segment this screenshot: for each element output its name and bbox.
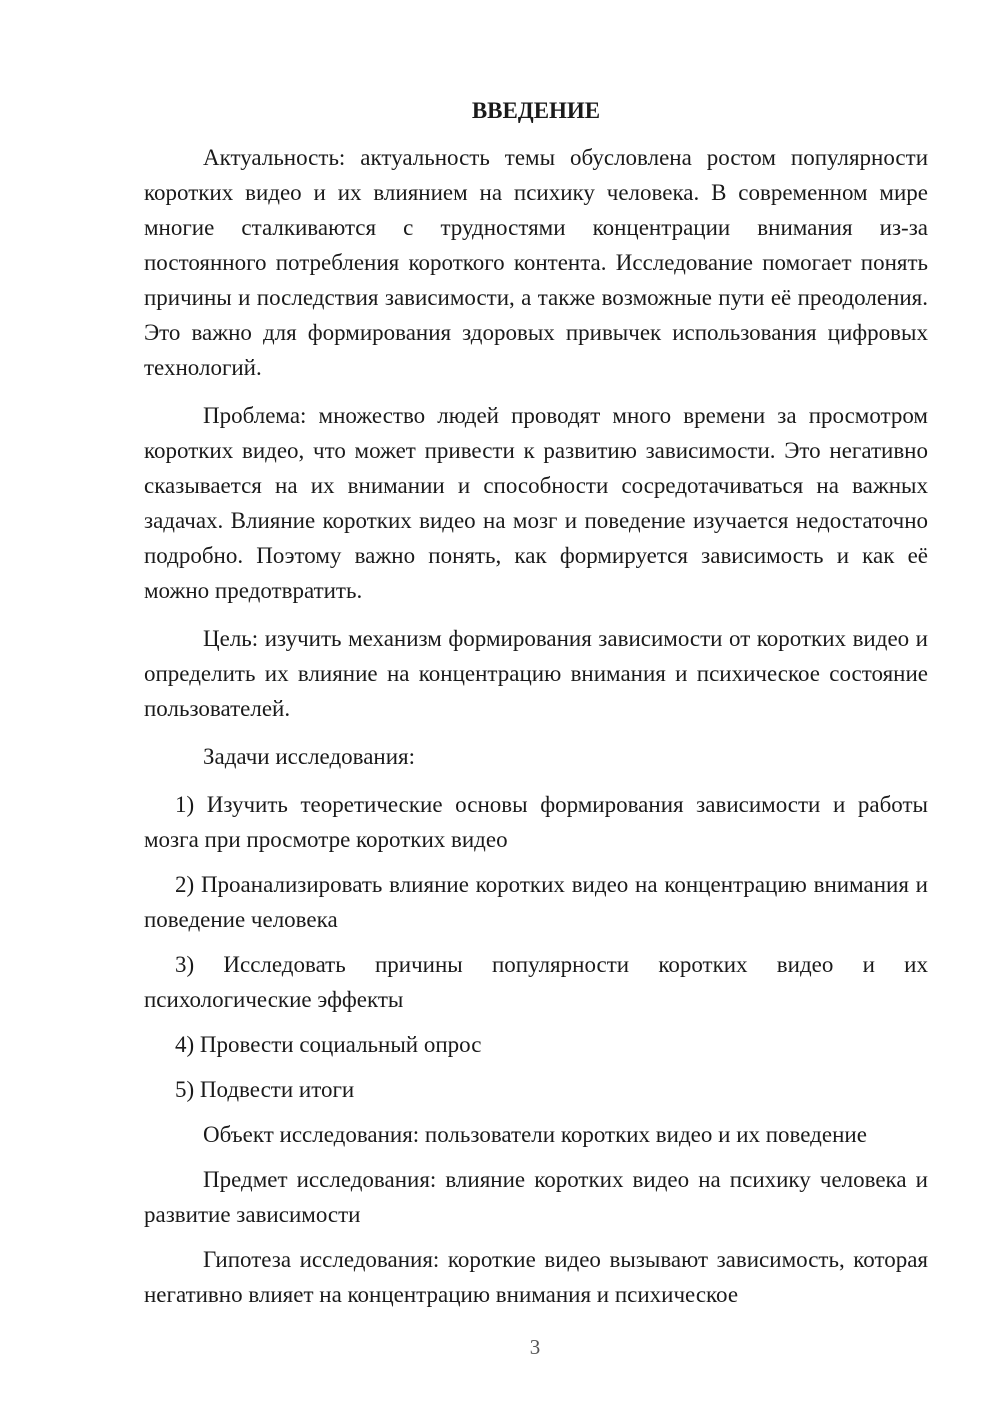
section-heading: ВВЕДЕНИЕ bbox=[471, 98, 601, 123]
hypothesis-paragraph: Гипотеза исследования: короткие видео вызывают зависимость, которая негативно влияет на концентрацию внимания и психическое bbox=[144, 1247, 928, 1307]
page-number: 3 bbox=[529, 1335, 541, 1359]
task-item-2: 2) Проанализировать влияние коротких видео на концентрацию внимания и поведение человека bbox=[144, 872, 928, 932]
text-column bbox=[144, 93, 928, 1312]
task-item-5: 5) Подвести итоги bbox=[175, 1077, 355, 1102]
research-object-paragraph: Объект исследования: пользователи коротких видео и их поведение bbox=[203, 1122, 867, 1147]
task-item-3: 3) Исследовать причины популярности коротких видео и их психологические эффекты bbox=[144, 952, 928, 1012]
tasks-heading: Задачи исследования: bbox=[203, 744, 416, 769]
research-subject-paragraph: Предмет исследования: влияние коротких видео на психику человека и развитие зависимости bbox=[144, 1167, 928, 1227]
relevance-paragraph: Актуальность: актуальность темы обусловлена ростом популярности коротких видео и их влиянием на психику человека. В современном мире многие сталкиваются с трудностями концентрации внимания из-за постоянного потребления короткого контента. Исследование помогает понять причины и последствия зависимости, а также возможные пути её преодоления. Это важно для формирования здоровых привычек использования цифровых технологий. bbox=[144, 145, 928, 380]
task-item-4: 4) Провести социальный опрос bbox=[175, 1032, 482, 1057]
goal-paragraph: Цель: изучить механизм формирования зависимости от коротких видео и определить их влияние на концентрацию внимания и психическое состояние пользователей. bbox=[144, 626, 928, 721]
task-item-1: 1) Изучить теоретические основы формирования зависимости и работы мозга при просмотре коротких видео bbox=[144, 792, 928, 852]
problem-paragraph: Проблема: множество людей проводят много времени за просмотром коротких видео, что может привести к развитию зависимости. Это негативно сказывается на их внимании и способности сосредотачиваться на важных задачах. Влияние коротких видео на мозг и поведение изучается недостаточно подробно. Поэтому важно понять, как формируется зависимость и как её можно предотвратить. bbox=[144, 403, 928, 603]
